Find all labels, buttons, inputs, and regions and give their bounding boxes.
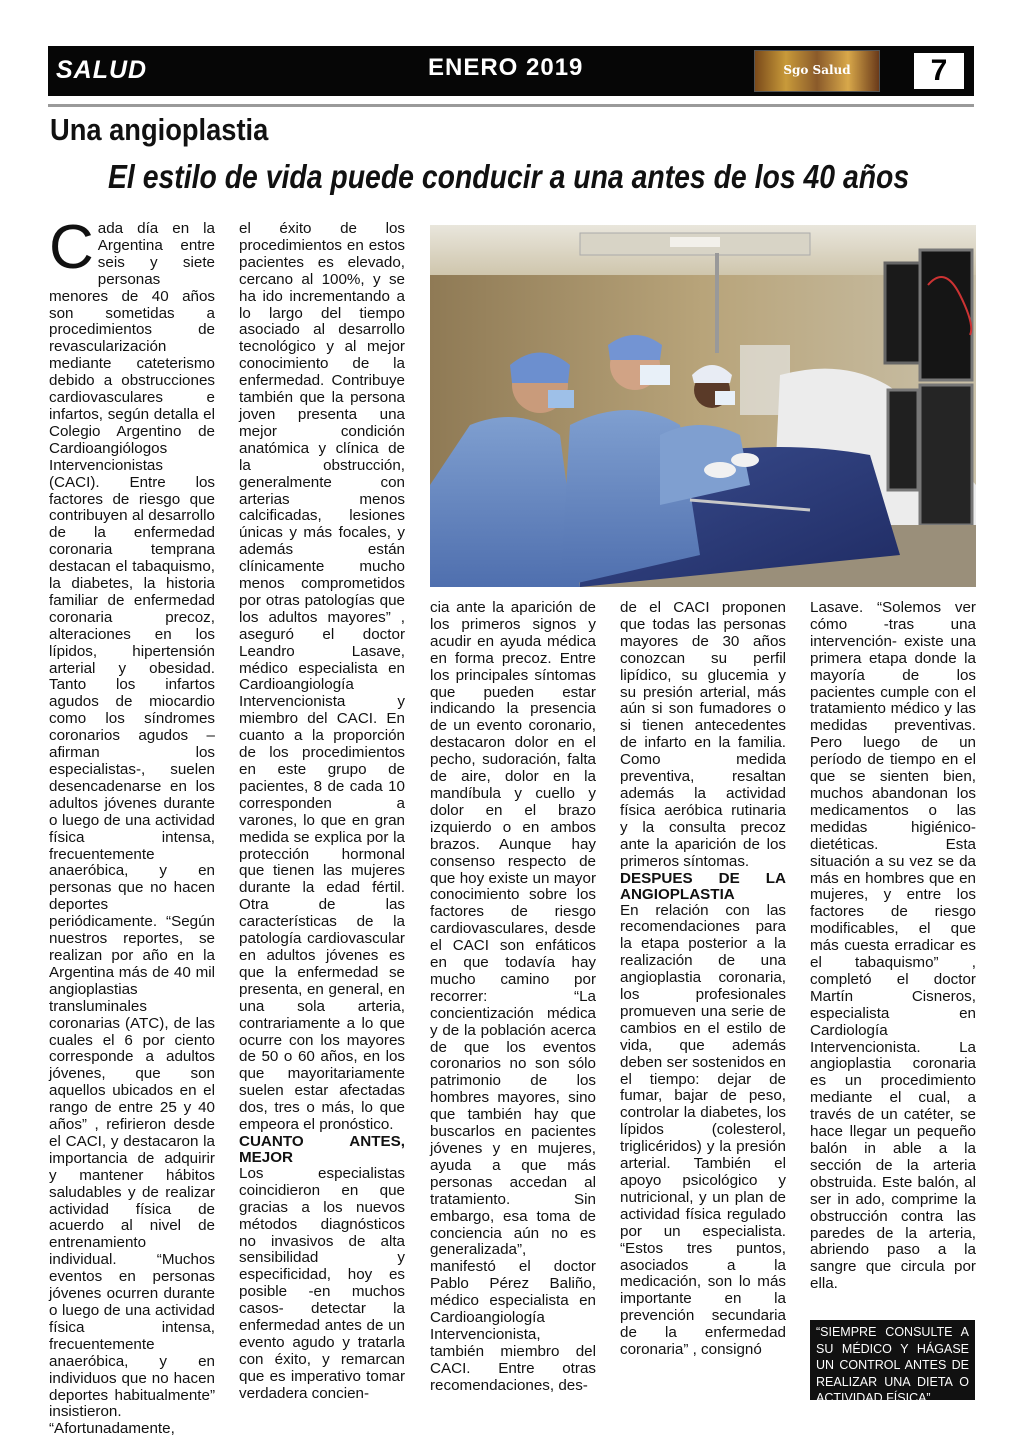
column-2-text-2: Los especialistas coincidieron en que gracias a los nuevos métodos diagnósticos no invasivos de alta sensibilidad y especificidad, hoy es posible -en muchos casos- detectar la enfermedad antes de un evento agudo y tratarla con éxito, y remarcan que es imperativo tomar verdadera concien- [239, 1164, 405, 1402]
article-title: Una angioplastia [50, 112, 269, 147]
column-4-text-2: En relación con las recomendaciones para la etapa posterior a la realización de una angioplastia coronaria, los profesionales promueven una serie de cambios en el estilo de vida, que además deben ser sostenidos en el tiempo: dejar de fumar, bajar de peso, controlar la diabetes, los lípidos (colesterol, triglicéridos) y la presión arterial. También el apoyo psicológico y nutricional, y un plan de actividad física regulado por un especialista. “Estos tres puntos, asociados a la medicación, son lo más importante en la prevención secundaria de la enfermedad coronaria” , consignó [620, 901, 786, 1359]
article-column-1 [49, 213, 215, 1438]
page-header [48, 46, 974, 96]
magazine-logo [754, 50, 880, 92]
article-column-3 [430, 600, 596, 1395]
cath-lab-illustration [430, 225, 976, 587]
header-rule [48, 104, 974, 107]
subhead-cuanto-antes: CUANTO ANTES, MEJOR [239, 1132, 405, 1166]
article-subtitle: El estilo de vida puede conducir a una antes de los 40 años [108, 158, 910, 195]
article-column-5 [810, 600, 976, 1293]
article-column-2 [239, 221, 405, 1403]
column-4-text: de el CACI proponen que todas las personas mayores de 30 años conozcan su perfil lipídico, su glucemia y su presión arterial, más aún si son fumadores o si tienen antecedentes de infarto en la familia. Como medida preventiva, resaltan además la actividad física aeróbica rutinaria y la consulta precoz ante la aparición de los primeros síntomas. [620, 599, 786, 870]
column-2-text: el éxito de los procedimientos en estos pacientes es elevado, cercano al 100%, y se ha ido incrementando a lo largo del tiempo asociado al desarrollo tecnológico y al mejor conocimiento de la enfermedad. Contribuye también que la persona joven presenta una mejor condición anatómica y clínica de la obstrucción, generalmente con arterias menos calcificadas, lesiones únicas y más focales, y además están clínicamente mucho menos comprometidos por otras patologías que los adultos mayores” , aseguró el doctor Leandro Lasave, médico especialista en Cardioangiología Intervencionista y miembro del CACI. En cuanto a la proporción de los procedimientos en este grupo de pacientes, 8 de cada 10 corresponden a varones, lo que en gran medida se explica por la protección hormonal que tienen las mujeres durante la edad fértil. Otra de las características de la patología cardiovascular en adultos jóvenes es que la enfermedad se presenta, en general, en una sola arteria, contrariamente a lo que ocurre con los mayores de 50 o 60 años, en los que mayoritariamente suelen estar afectadas dos, tres o más, lo que empeora el pronóstico. [239, 220, 405, 1134]
article-column-4 [620, 600, 786, 1359]
column-3-text: cia ante la aparición de los primeros signos y acudir en ayuda médica en forma precoz. Entre los principales síntomas que pueden estar indicando la presencia de un evento coronario, destacaron dolor en el pecho, sudoración, falta de aire, dolor en la mandíbula y cuello y dolor en el brazo izquierdo o en ambos brazos. Aunque hay consenso respecto de que hoy existe un mayor conocimiento sobre los factores de riesgo cardiovasculares, desde el CACI son enfáticos en que todavía hay mucho camino por recorrer: “La concientización médica y de la población acerca de que los eventos coronarios no son sólo patrimonio de los hombres mayores, sino que también hay que buscarlos en pacientes jóvenes y en mujeres, ayuda a que más personas accedan al tratamiento. Sin embargo, esa toma de conciencia aún no es generalizada”, manifestó el doctor Pablo Pérez Baliño, médico especialista en Cardioangiología Intervencionista, también miembro del CACI. Entre otras recomendaciones, des- [430, 599, 596, 1394]
issue-date: ENERO 2019 [428, 54, 584, 81]
logo-text: Sgo Salud [783, 63, 851, 77]
subhead-despues-angioplastia: DESPUES DE LA ANGIOPLASTIA [620, 869, 786, 903]
drop-cap: C [49, 213, 94, 282]
column-1-text: ada día en la Argentina entre seis y siete personas menores de 40 años son sometidas a procedimientos de revascularización mediante cateterismo debido a obstrucciones cardiovasculares e infartos, según detalla el Colegio Argentino de Cardioangiólogos Intervencionistas (CACI). Entre los factores de riesgo que contribuyen al desarrollo de la enfermedad coronaria temprana destacan el tabaquismo, la diabetes, la historia familiar de enfermedad coronaria precoz, alteraciones en los lípidos, hipertensión arterial y obesidad. Tanto los infartos agudos de miocardio como los síndromes coronarios agudos –afirman los especialistas-, suelen desencadenarse en los adultos jóvenes durante o luego de una actividad física intensa, frecuentemente anaeróbica, y en personas que no hacen deportes periódicamente. “Según nuestros reportes, se realizan por año en la Argentina más de 40 mil angioplastias transluminales coronarias (ATC), de las cuales el 6 por ciento corresponde a adultos jóvenes, que son aquellos ubicados en el rango de entre 25 y 40 años” , refirieron desde el CACI, y destacaron la importancia de adquirir y mantener hábitos saludables y de realizar actividad física de acuerdo al nivel de entrenamiento individual. “Muchos eventos en personas jóvenes ocurren durante o luego de una actividad física intensa, frecuentemente anaeróbica, y en individuos que no hacen deportes habitualmente” insistieron. “Afortunadamente, [49, 220, 215, 1438]
page-number: 7 [914, 53, 964, 89]
callout-box: “SIEMPRE CONSULTE A SU MÉDICO Y HÁGASE UN CONTROL ANTES DE REALIZAR UNA DIETA O ACTIVIDAD FÍSICA” [810, 1320, 975, 1400]
section-name: SALUD [56, 56, 148, 84]
surgery-photo [430, 225, 976, 587]
column-5-text: Lasave. “Solemos ver cómo -tras una intervención- existe una primera etapa donde la mayoría de los pacientes cumple con el tratamiento médico y las medidas preventivas. Pero luego de un período de tiempo en el que se sienten bien, muchos abandonan los medicamentos o las medidas higiénico-dietéticas. Esta situación a su vez se da más en hombres que en mujeres, y entre los factores de riesgo modificables, el que más cuesta erradicar es el tabaquismo” , completó el doctor Martín Cisneros, especialista en Cardiología Intervencionista. La angioplastia coronaria es un procedimiento mediante el cual, a través de un catéter, se hace llegar un pequeño balón in able a la sección de la arteria obstruida. Este balón, al ser in ado, comprime la obstrucción contra las paredes de la arteria, abriendo paso a la sangre que circula por ella. [810, 599, 976, 1293]
